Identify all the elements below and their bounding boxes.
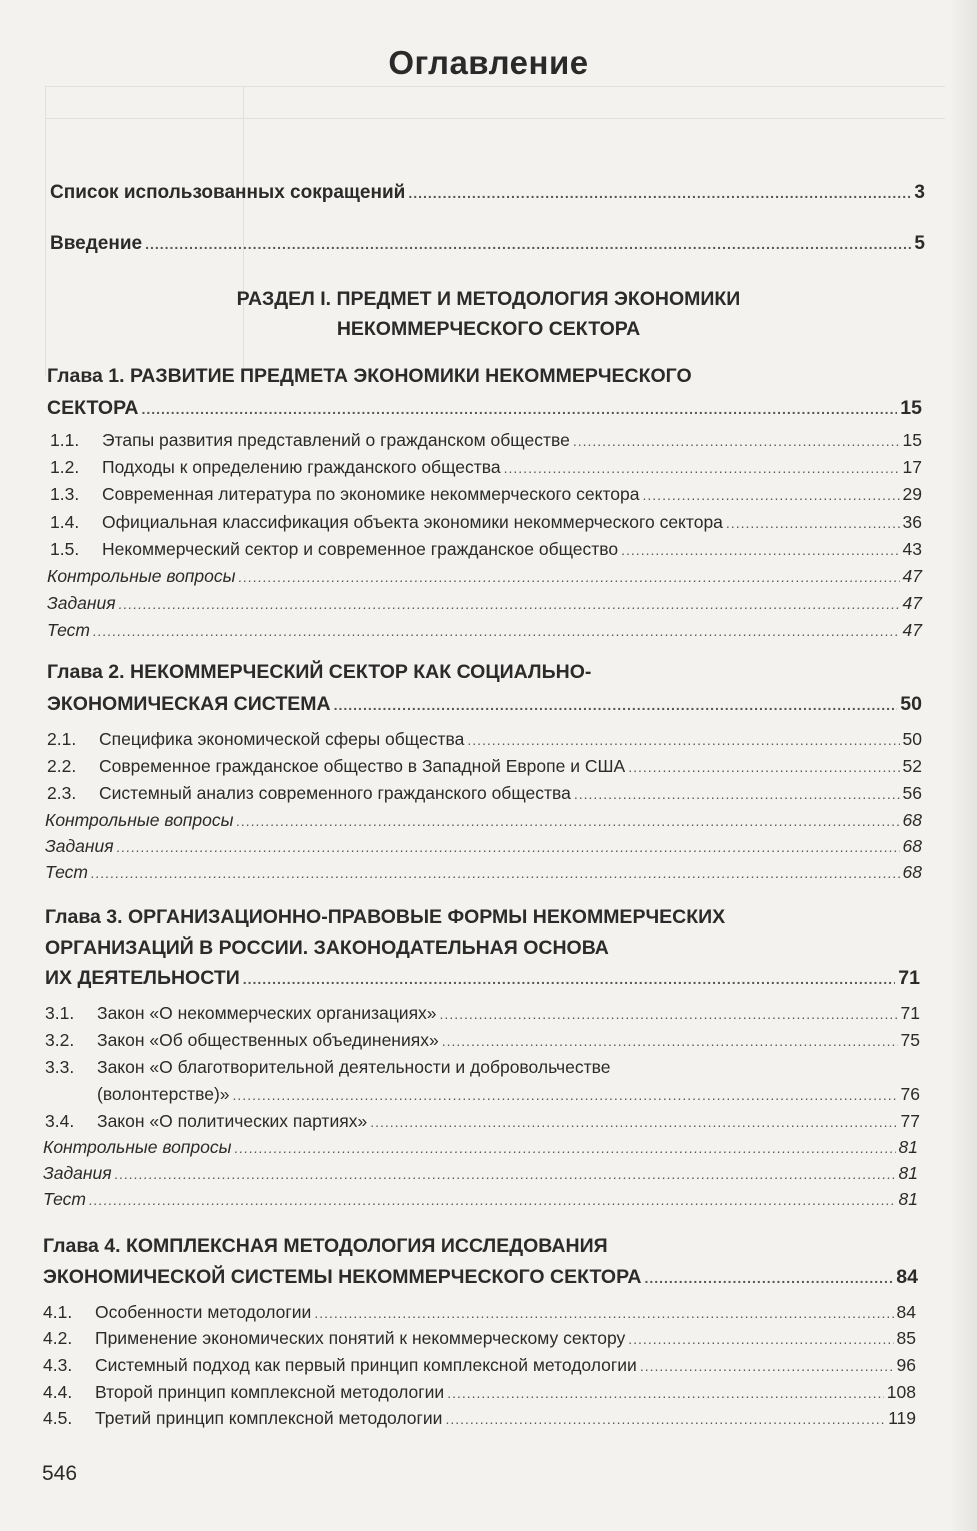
dot-leader <box>370 1114 897 1130</box>
dot-leader <box>93 623 900 639</box>
section-page: 52 <box>902 756 922 776</box>
section-number: 3.1. <box>45 1003 75 1023</box>
section-number: 4.1. <box>43 1302 73 1322</box>
dot-leader <box>119 596 900 612</box>
extra-label: Задания <box>45 836 114 856</box>
chapter-3-heading-line3: ИХ ДЕЯТЕЛЬНОСТИ <box>45 967 240 989</box>
chapter-3-heading-line2[interactable]: ОРГАНИЗАЦИЙ В РОССИИ. ЗАКОНОДАТЕЛЬНАЯ ОСНОВА <box>45 937 609 959</box>
extra-page: 81 <box>898 1163 918 1183</box>
toc-section[interactable] <box>50 430 922 451</box>
section-label: Специфика экономической сферы общества <box>99 729 465 749</box>
section-page: 36 <box>902 512 922 532</box>
dot-leader <box>640 1358 894 1374</box>
toc-section[interactable] <box>43 1302 916 1323</box>
dot-leader <box>621 542 899 558</box>
section-label: Закон «Об общественных объединениях» <box>97 1030 439 1050</box>
dot-leader <box>574 786 900 802</box>
ghost-table-rule <box>45 118 945 119</box>
toc-entry-abbreviations[interactable] <box>50 182 925 204</box>
toc-extra-questions[interactable] <box>45 810 922 831</box>
toc-entry-page: 3 <box>914 182 925 203</box>
dot-leader <box>145 236 911 252</box>
toc-extra-tasks[interactable] <box>45 836 922 857</box>
chapter-1-heading-line2: СЕКТОРА <box>47 397 139 419</box>
section-number: 1.2. <box>50 457 80 477</box>
section-label: Третий принцип комплексной методологии <box>95 1408 443 1428</box>
toc-extra-tasks[interactable] <box>47 593 922 614</box>
chapter-4-heading-end[interactable] <box>43 1266 918 1289</box>
extra-label: Тест <box>45 862 88 882</box>
dot-leader <box>243 971 896 987</box>
dot-leader <box>445 1411 885 1427</box>
chapter-1-heading[interactable]: Глава 1. РАЗВИТИЕ ПРЕДМЕТА ЭКОНОМИКИ НЕКОММЕРЧЕСКОГО <box>47 365 692 387</box>
extra-label: Задания <box>43 1163 112 1183</box>
dot-leader <box>628 759 899 775</box>
section-number: 2.1. <box>47 729 77 749</box>
chapter-2-heading-line2: ЭКОНОМИЧЕСКАЯ СИСТЕМА <box>47 693 331 715</box>
section-page: 84 <box>896 1302 916 1322</box>
section-page: 75 <box>900 1030 920 1050</box>
section-page: 71 <box>900 1003 920 1023</box>
toc-section[interactable] <box>50 457 922 478</box>
section-number: 1.5. <box>50 539 80 559</box>
toc-section[interactable] <box>43 1355 916 1376</box>
section-label: Закон «О политических партиях» <box>97 1111 368 1131</box>
section-label: Современное гражданское общество в Западной Европе и США <box>99 756 626 776</box>
extra-label: Контрольные вопросы <box>43 1137 232 1157</box>
section-label: Системный анализ современного гражданского общества <box>99 783 571 803</box>
dot-leader <box>89 1192 896 1208</box>
section-label: Некоммерческий сектор и современное гражданское общество <box>102 539 619 559</box>
section-number: 4.2. <box>43 1328 73 1348</box>
extra-label: Тест <box>43 1189 86 1209</box>
toc-section[interactable] <box>45 1030 920 1051</box>
toc-extra-tasks[interactable] <box>43 1163 918 1184</box>
section-number: 4.3. <box>43 1355 73 1375</box>
section-label: Закон «О некоммерческих организациях» <box>97 1003 437 1023</box>
toc-entry-label: Список использованных сокращений <box>50 182 406 203</box>
section-number: 2.2. <box>47 756 77 776</box>
toc-entry-page: 5 <box>914 233 925 254</box>
chapter-4-heading[interactable]: Глава 4. КОМПЛЕКСНАЯ МЕТОДОЛОГИЯ ИССЛЕДОВАНИЯ <box>43 1235 608 1257</box>
chapter-1-heading-end[interactable] <box>47 397 922 420</box>
toc-section[interactable] <box>45 1111 920 1132</box>
part-heading-line2: НЕКОММЕРЧЕСКОГО СЕКТОРА <box>336 318 641 340</box>
toc-extra-test[interactable] <box>47 620 922 641</box>
page-number: 546 <box>42 1462 78 1485</box>
toc-section[interactable] <box>43 1328 916 1349</box>
extra-label: Контрольные вопросы <box>45 810 234 830</box>
extra-page: 68 <box>902 862 922 882</box>
toc-extra-questions[interactable] <box>47 566 922 587</box>
extra-page: 68 <box>902 836 922 856</box>
chapter-3-page: 71 <box>898 967 920 989</box>
page-edge-shadow <box>949 0 977 1531</box>
section-label: Подходы к определению гражданского общества <box>102 457 501 477</box>
part-heading-line1: РАЗДЕЛ I. ПРЕДМЕТ И МЕТОДОЛОГИЯ ЭКОНОМИКИ <box>236 288 741 310</box>
section-number: 3.4. <box>45 1111 75 1131</box>
section-number: 2.3. <box>47 783 77 803</box>
dot-leader <box>235 1140 896 1156</box>
toc-section[interactable] <box>43 1408 916 1429</box>
toc-extra-test[interactable] <box>43 1189 918 1210</box>
section-number: 1.1. <box>50 430 80 450</box>
section-page: 85 <box>896 1328 916 1348</box>
section-label: Второй принцип комплексной методологии <box>95 1382 445 1402</box>
toc-section-multiline[interactable] <box>45 1057 610 1078</box>
dot-leader <box>504 460 900 476</box>
section-page: 76 <box>900 1084 920 1104</box>
dot-leader <box>442 1033 898 1049</box>
dot-leader <box>233 1087 898 1103</box>
section-label-continuation: (волонтерстве)» <box>97 1084 230 1104</box>
toc-section[interactable] <box>47 756 922 777</box>
dot-leader <box>726 515 900 531</box>
extra-label: Контрольные вопросы <box>47 566 236 586</box>
dot-leader <box>467 732 899 748</box>
ghost-table-rule <box>45 86 945 87</box>
extra-label: Тест <box>47 620 90 640</box>
section-page: 56 <box>902 783 922 803</box>
chapter-2-page: 50 <box>900 693 922 715</box>
chapter-3-heading-end[interactable] <box>45 967 920 990</box>
toc-section[interactable] <box>50 512 922 533</box>
section-page: 17 <box>902 457 922 477</box>
page-title: Оглавление <box>388 44 589 81</box>
extra-page: 47 <box>902 593 922 613</box>
section-page: 43 <box>902 539 922 559</box>
section-label: Официальная классификация объекта экономики некоммерческого сектора <box>102 512 723 532</box>
dot-leader <box>440 1006 898 1022</box>
section-page: 96 <box>896 1355 916 1375</box>
section-label: Особенности методологии <box>95 1302 312 1322</box>
extra-label: Задания <box>47 593 116 613</box>
section-number: 3.2. <box>45 1030 75 1050</box>
extra-page: 81 <box>898 1189 918 1209</box>
section-label: Современная литература по экономике некоммерческого сектора <box>102 484 640 504</box>
toc-section[interactable] <box>47 783 922 804</box>
section-number: 3.3. <box>45 1057 75 1077</box>
dot-leader <box>573 433 900 449</box>
dot-leader <box>314 1305 893 1321</box>
toc-extra-test[interactable] <box>45 862 922 883</box>
toc-extra-questions[interactable] <box>43 1137 918 1158</box>
chapter-2-heading-end[interactable] <box>47 693 922 716</box>
dot-leader <box>628 1331 893 1347</box>
dot-leader <box>643 487 900 503</box>
toc-entry-label: Введение <box>50 233 143 254</box>
chapter-2-heading[interactable]: Глава 2. НЕКОММЕРЧЕСКИЙ СЕКТОР КАК СОЦИАЛЬНО- <box>47 661 592 683</box>
toc-entry-introduction[interactable] <box>50 233 925 255</box>
section-label: Закон «О благотворительной деятельности и добровольчестве <box>97 1057 611 1077</box>
toc-section-continuation[interactable] <box>97 1084 920 1105</box>
dot-leader <box>447 1385 884 1401</box>
dot-leader <box>91 865 900 881</box>
section-number: 1.3. <box>50 484 80 504</box>
toc-section[interactable] <box>50 539 922 560</box>
chapter-1-page: 15 <box>900 397 922 419</box>
extra-page: 81 <box>898 1137 918 1157</box>
section-number: 4.4. <box>43 1382 73 1402</box>
dot-leader <box>239 569 900 585</box>
toc-section[interactable] <box>50 484 922 505</box>
toc-section[interactable] <box>43 1382 916 1403</box>
section-page: 15 <box>902 430 922 450</box>
chapter-4-heading-line2: ЭКОНОМИЧЕСКОЙ СИСТЕМЫ НЕКОММЕРЧЕСКОГО СЕКТОРА <box>43 1266 642 1288</box>
dot-leader <box>334 697 898 713</box>
extra-page: 68 <box>902 810 922 830</box>
section-page: 119 <box>888 1408 916 1428</box>
section-label: Применение экономических понятий к некоммерческому сектору <box>95 1328 626 1348</box>
toc-section[interactable] <box>47 729 922 750</box>
extra-page: 47 <box>902 566 922 586</box>
dot-leader <box>644 1270 893 1286</box>
dot-leader <box>237 813 900 829</box>
section-page: 77 <box>900 1111 920 1131</box>
section-page: 50 <box>902 729 922 749</box>
dot-leader <box>408 185 911 201</box>
dot-leader <box>115 1166 896 1182</box>
extra-page: 47 <box>902 620 922 640</box>
section-label: Системный подход как первый принцип комплексной методологии <box>95 1355 637 1375</box>
chapter-3-heading[interactable]: Глава 3. ОРГАНИЗАЦИОННО-ПРАВОВЫЕ ФОРМЫ НЕКОММЕРЧЕСКИХ <box>45 906 726 928</box>
dot-leader <box>117 839 900 855</box>
section-number: 1.4. <box>50 512 80 532</box>
section-label: Этапы развития представлений о гражданском обществе <box>102 430 570 450</box>
section-number: 4.5. <box>43 1408 73 1428</box>
chapter-4-page: 84 <box>896 1266 918 1288</box>
toc-section[interactable] <box>45 1003 920 1024</box>
section-page: 108 <box>886 1382 916 1402</box>
section-page: 29 <box>902 484 922 504</box>
dot-leader <box>141 401 897 417</box>
